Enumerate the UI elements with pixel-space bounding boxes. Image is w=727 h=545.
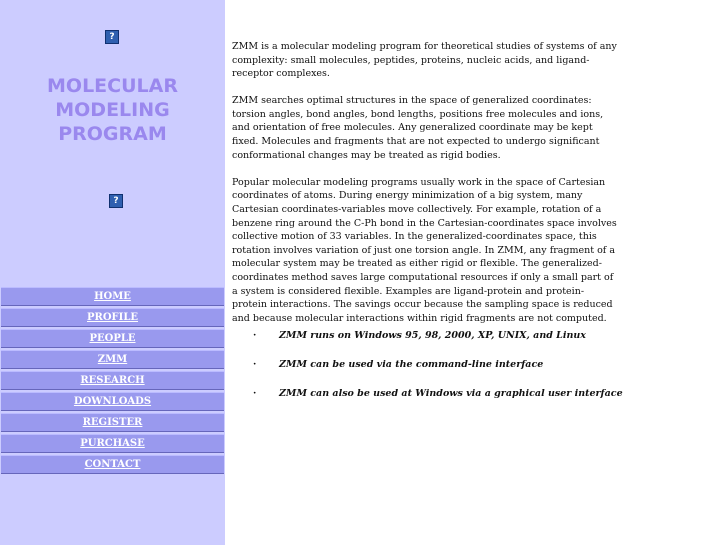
list-item [232,358,632,387]
broken-image-icon: ? [105,30,119,44]
nav-research[interactable]: RESEARCH [1,371,224,390]
coordinates-paragraph: ZMM searches optimal structures in the space of generalized coordinates: torsion angles, bond angles, bond lengths, positions free molecules and ions, and orientation of free molecules. Any generalized coordinate may be kept fixed. Molecules and fragments that are not expected to undergo significant conformational changes may be treated as rigid bodies. [232,95,604,161]
brand-line: PROGRAM [58,123,167,145]
sidebar [0,0,225,545]
comparison-paragraph: Popular molecular modeling programs usually work in the space of Cartesian coordinates of atoms. During energy minimization of a big system, many Cartesian coordinates-variables move collectively. For example, rotation of a benzene ring around the C-Ph bond in the Cartesian-coordinates space involves collective motion of 33 variables. In the generalized-coordinates space, this rotation involves variation of just one torsion angle. In ZMM, any fragment of a molecular system may be treated as either rigid or flexible. The generalized-coordinates method saves large computational resources if only a small part of a system is considered flexible. Examples are ligand-protein and protein-protein interactions. The savings occur because the sampling space is reduced and because molecular interactions within rigid fragments are not computed. [232,176,617,324]
feature-text: ZMM can also be used at Windows via a graphical user interface [279,388,623,399]
nav-profile[interactable]: PROFILE [1,308,224,327]
list-item [232,387,632,416]
main-nav [1,287,224,476]
nav-home[interactable]: HOME [1,287,224,306]
bullet-icon: · [253,330,257,341]
site-brand [0,74,225,146]
feature-text: ZMM runs on Windows 95, 98, 2000, XP, UNIX, and Linux [279,330,586,341]
brand-line: MODELING [55,99,170,121]
nav-purchase[interactable]: PURCHASE [1,434,224,453]
brand-line: MOLECULAR [47,75,178,97]
nav-people[interactable]: PEOPLE [1,329,224,348]
intro-paragraph: ZMM is a molecular modeling program for theoretical studies of systems of any complexity: small molecules, peptides, proteins, nucleic acids, and ligand-receptor complexes. [232,41,617,80]
main-content [232,40,617,339]
bullet-icon: · [253,388,257,399]
feature-list [232,329,632,416]
list-item [232,329,632,358]
feature-text: ZMM can be used via the command-line interface [279,359,544,370]
nav-downloads[interactable]: DOWNLOADS [1,392,224,411]
nav-contact[interactable]: CONTACT [1,455,224,474]
broken-image-icon: ? [109,194,123,208]
nav-register[interactable]: REGISTER [1,413,224,432]
bullet-icon: · [253,359,257,370]
nav-zmm[interactable]: ZMM [1,350,224,369]
